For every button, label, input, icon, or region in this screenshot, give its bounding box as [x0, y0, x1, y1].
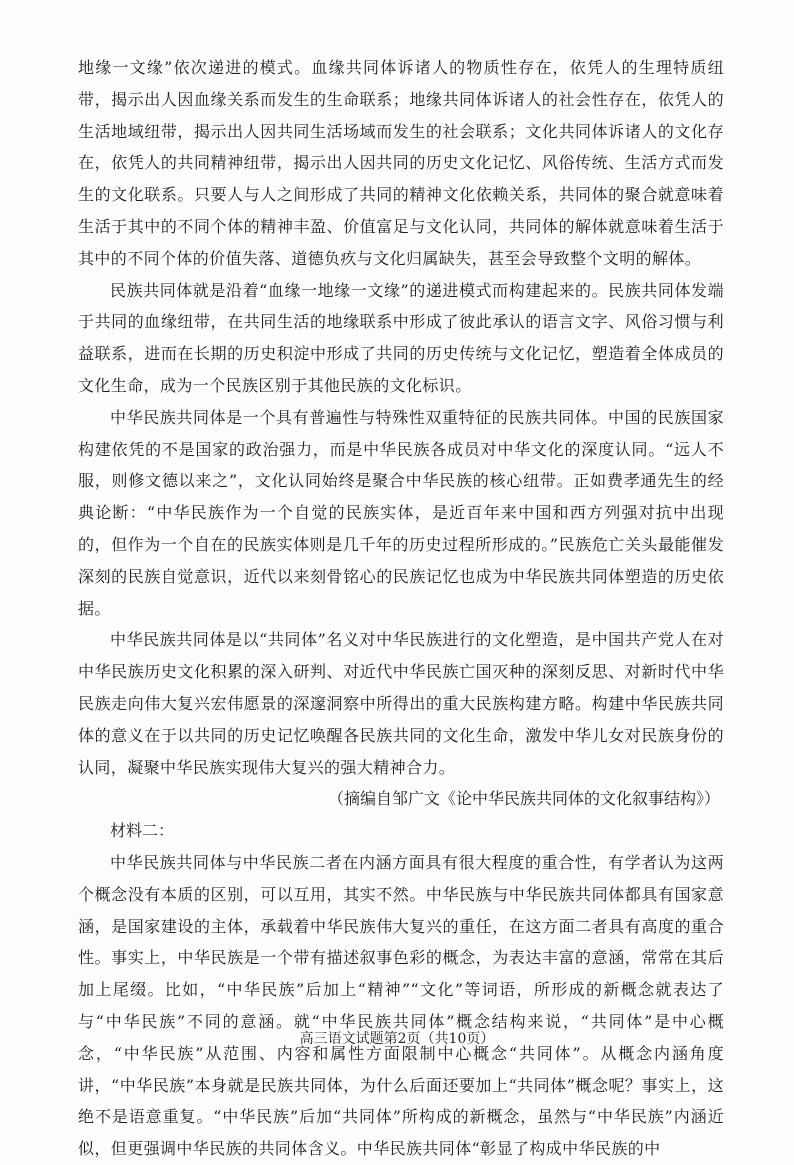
material2-paragraph-1: 中华民族共同体与中华民族二者在内涵方面具有很大程度的重合性，有学者认为这两个概念没有本质的区别，可以互用，其实不然。中华民族与中华民族共同体都具有国家意涵，是国家建设的主体，承载着中华民族伟大复兴的重任，在这方面二者具有高度的重合性。事实上，中华民族是一个带有描述叙事色彩的概念，为表达丰富的意涵，常常在其后加上尾缀。比如，“中华民族”后加上“精神”“文化”等词语，所形成的新概念就表达了与“中华民族”不同的意涵。就“中华民族共同体”概念结构来说，“共同体”是中心概念，“中华民族”从范围、内容和属性方面限制中心概念“共同体”。从概念内涵角度讲，“中华民族”本身就是民族共同体，为什么后面还要加上“共同体”概念呢？事实上，这绝不是语意重复。“中华民族”后加“共同体”所构成的新概念，虽然与“中华民族”内涵近似，但更强调中华民族的共同体含义。中华民族共同体“彰显了构成中华民族的中 [78, 852, 724, 1159]
page-footer: 高三语文试题第2页（共10页） [299, 1031, 495, 1047]
material1-paragraph-1: 地缘一文缘”依次递进的模式。血缘共同体诉诸人的物质性存在，依凭人的生理特质纽带，揭示出人因血缘关系而发生的生命联系；地缘共同体诉诸人的社会性存在，依凭人的生活地域纽带，揭示出人因共同生活场域而发生的社会联系；文化共同体诉诸人的文化存在，依凭人的共同精神纽带，揭示出人因共同的历史文化记忆、风俗传统、生活方式而发生的文化联系。只要人与人之间形成了共同的精神文化依赖关系，共同体的聚合就意味着生活于其中的不同个体的精神丰盈、价值富足与文化认同，共同体的解体就意味着生活于其中的不同个体的价值失落、道德负疚与文化归属缺失，甚至会导致整个文明的解体。 [78, 58, 724, 268]
material2-heading: 材料二： [110, 821, 175, 841]
material1-paragraph-4: 中华民族共同体是以“共同体”名义对中华民族进行的文化塑造，是中国共产党人在对中华民族历史文化积累的深入研判、对近代中华民族亡国灭种的深刻反思、对新时代中华民族走向伟大复兴宏伟愿景的深邃洞察中所得出的重大民族构建方略。构建中华民族共同体的意义在于以共同的历史记忆唤醒各民族共同的文化生命，激发中华儿女对民族身份的认同，凝聚中华民族实现伟大复兴的强大精神合力。 [78, 630, 724, 777]
material1-paragraph-2: 民族共同体就是沿着“血缘一地缘一文缘”的递进模式而构建起来的。民族共同体发端于共同的血缘纽带，在共同生活的地缘联系中形成了彼此承认的语言文字、风俗习惯与利益联系，进而在长期的历史积淀中形成了共同的历史传统与文化记忆，塑造着全体成员的文化生命，成为一个民族区别于其他民族的文化标识。 [78, 280, 724, 395]
material1-paragraph-3: 中华民族共同体是一个具有普遍性与特殊性双重特征的民族共同体。中国的民族国家构建依凭的不是国家的政治强力，而是中华民族各成员对中华文化的深度认同。“远人不服，则修文德以来之”，文化认同始终是聚合中华民族的核心纽带。正如费孝通先生的经典论断：“中华民族作为一个自觉的民族实体，是近百年来中国和西方列强对抗中出现的，但作为一个自在的民族实体则是几千年的历史过程所形成的。”民族危亡关头最能催发深刻的民族自觉意识，近代以来刻骨铭心的民族记忆也成为中华民族共同体塑造的历史依据。 [78, 407, 724, 618]
material1-source: （摘编自邹广文《论中华民族共同体的文化叙事结构》） [327, 789, 720, 809]
